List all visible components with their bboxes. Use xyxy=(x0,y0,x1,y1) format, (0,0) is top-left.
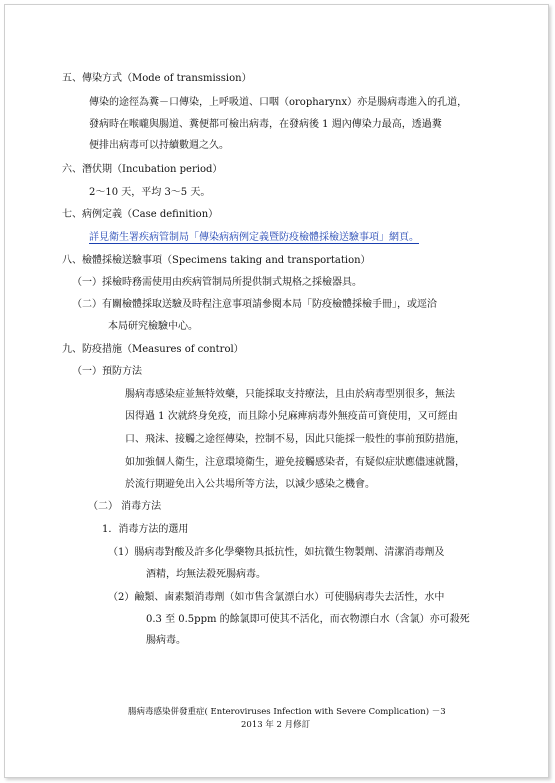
section-8-item-2-line-2: 本局研究檢驗中心。 xyxy=(108,321,198,332)
prevention-line-4: 如加強個人衛生，注意環境衛生，避免接觸感染者，有疑似症狀應儘速就醫， xyxy=(125,457,465,468)
section-5-line-3: 便排出病毒可以持續數週之久。 xyxy=(89,140,229,151)
section-5-heading: 五、傳染方式（Mode of transmission） xyxy=(62,73,252,84)
section-5-line-2: 發病時在喉嚨與腸道、糞便都可檢出病毒，在發病後 1 週內傳染力最高，透過糞 xyxy=(89,119,442,130)
disinfection-point-1-line-1: （1）腸病毒對酸及許多化學藥物具抵抗性，如抗微生物製劑、清潔消毒劑及 xyxy=(108,547,445,558)
prevention-line-3: 口、飛沫、接觸之途徑傳染，控制不易，因此只能採一般性的事前預防措施， xyxy=(125,434,465,445)
section-7-heading: 七、病例定義（Case definition） xyxy=(62,209,219,220)
case-definition-link[interactable] xyxy=(89,231,419,245)
disinfection-point-2-line-3: 腸病毒。 xyxy=(146,635,186,646)
footer-title: 腸病毒感染併發重症( Enteroviruses Infection with Severe Complication) －3 xyxy=(128,707,446,717)
section-6-text: 2～10 天，平均 3～5 天。 xyxy=(89,187,211,198)
disinfection-subheading: （二） 消毒方法 xyxy=(88,501,162,512)
prevention-subheading: （一）預防方法 xyxy=(72,366,142,377)
disinfection-point-1-line-2: 酒精，均無法殺死腸病毒。 xyxy=(146,569,266,580)
section-5-line-1: 傳染的途徑為糞－口傳染，上呼吸道、口咽（oropharynx）亦是腸病毒進入的孔道， xyxy=(89,97,468,108)
disinfection-point-2-line-2: 0.3 至 0.5ppm 的餘氯即可使其不活化，而衣物漂白水（含氯）亦可殺死 xyxy=(146,614,470,625)
prevention-line-1: 腸病毒感染症並無特效藥，只能採取支持療法，且由於病毒型別很多，無法 xyxy=(125,389,455,400)
section-8-item-1: （一）採檢時務需使用由疾病管制局所提供制式規格之採檢器具。 xyxy=(72,277,362,288)
section-8-item-2-line-1: （二）有關檢體採取送驗及時程注意事項請參閱本局「防疫檢體採檢手冊」，或逕洽 xyxy=(72,299,437,310)
prevention-line-2: 因得過 1 次就終身免疫，而且除小兒麻痺病毒外無疫苗可資使用，又可經由 xyxy=(125,411,458,422)
footer-revision-date: 2013 年 2 月修訂 xyxy=(241,720,311,730)
disinfection-item-1: 1．消毒方法的選用 xyxy=(102,524,189,535)
section-8-heading: 八、檢體採檢送驗事項（Specimens taking and transportation） xyxy=(62,255,371,266)
prevention-line-5: 於流行期避免出入公共場所等方法，以減少感染之機會。 xyxy=(125,479,375,490)
case-definition-link-text[interactable]: 詳見衛生署疾病管制局「傳染病病例定義暨防疫檢體採檢送驗事項」網頁。 xyxy=(89,232,419,243)
disinfection-point-2-line-1: （2）鹼類、鹵素類消毒劑（如市售含氯漂白水）可使腸病毒失去活性，水中 xyxy=(108,592,445,603)
section-6-heading: 六、潛伏期（Incubation period） xyxy=(62,164,223,175)
section-9-heading: 九、防疫措施（Measures of control） xyxy=(62,344,244,355)
